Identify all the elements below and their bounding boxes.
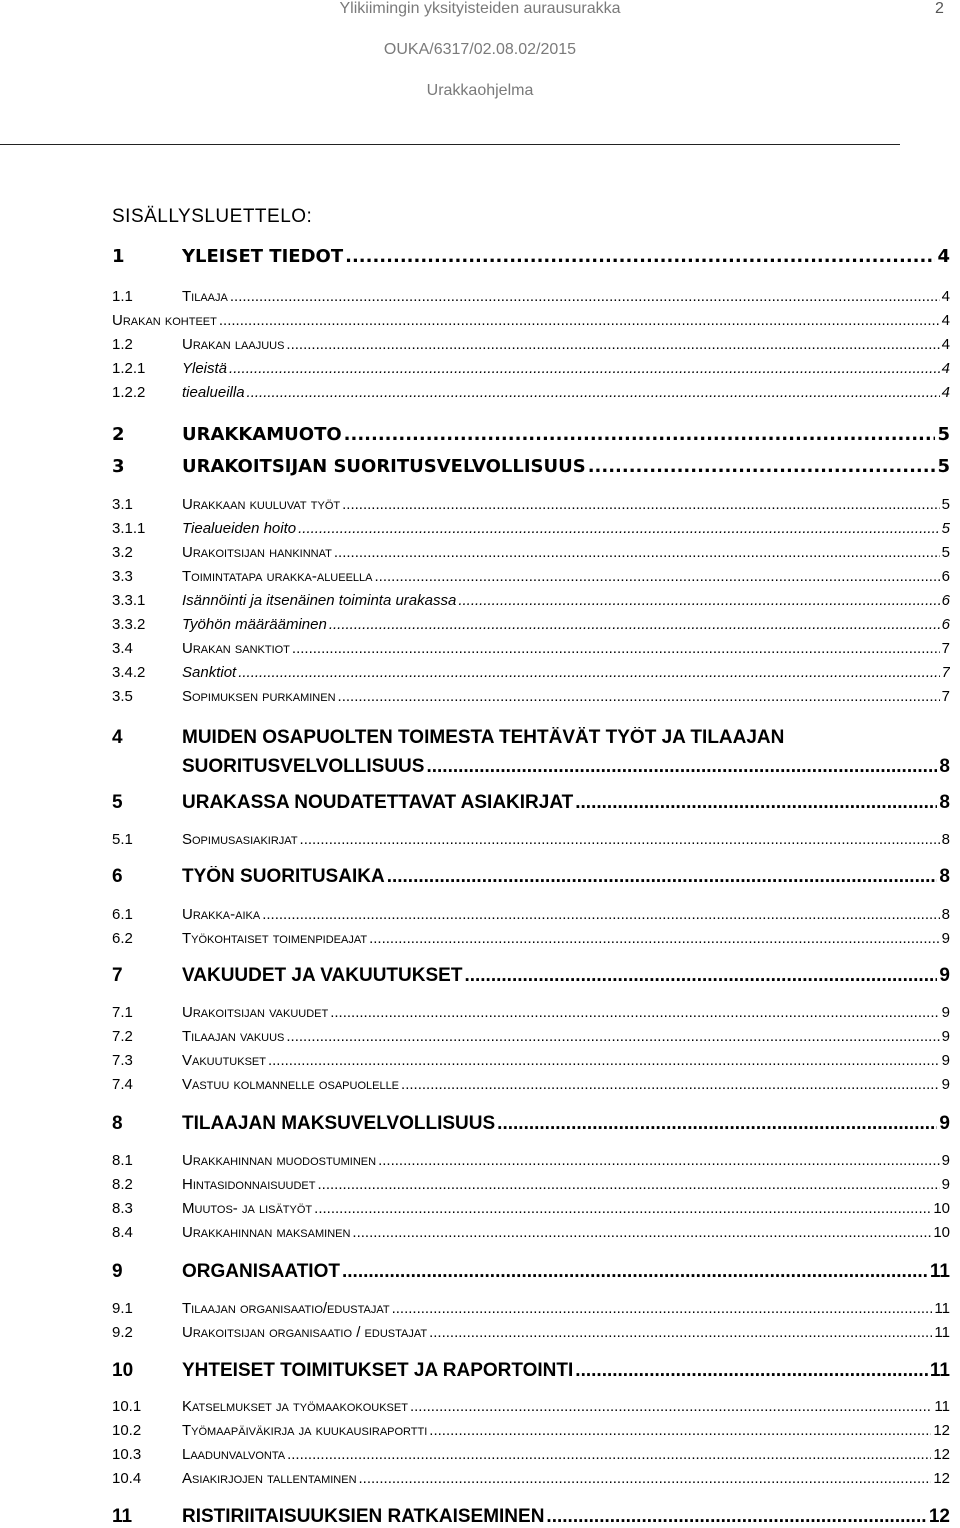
toc-leader (392, 1300, 933, 1317)
toc-entry-page: 7 (941, 688, 950, 705)
toc-entry[interactable] (112, 640, 950, 657)
toc-entry-title-continued: SUORITUSVELVOLLISUUS (182, 756, 425, 777)
toc-leader (429, 1324, 932, 1341)
toc-entry[interactable] (112, 1076, 950, 1093)
toc-entry[interactable] (112, 1470, 950, 1487)
toc-entry-title: Tilaajan organisaatio/edustajat (182, 1300, 390, 1317)
toc-entry-title: Urakkahinnan maksaminen (182, 1224, 351, 1241)
toc-leader (575, 792, 937, 814)
toc-leader (219, 312, 940, 329)
toc-entry-title: MUIDEN OSAPUOLTEN TOIMESTA TEHTÄVÄT TYÖT JA TILAAJAN (182, 727, 785, 748)
toc-entry-number: 7 (112, 965, 123, 986)
toc-entry-number: 8 (112, 1113, 123, 1134)
toc-leader (588, 456, 936, 477)
toc-entry-page: 8 (939, 792, 950, 813)
toc-entry-number: 3.1 (112, 496, 133, 513)
toc-entry[interactable] (112, 930, 950, 947)
toc-entry-title: Tiealueiden hoito (182, 520, 297, 537)
toc-entry-title: Urakka-aika (182, 906, 261, 923)
toc-leader (344, 424, 936, 445)
toc-entry-number: 8.4 (112, 1224, 133, 1241)
toc-entry-number: 3.2 (112, 544, 133, 561)
toc-entry-number: 11 (112, 1506, 133, 1527)
toc-leader (300, 831, 940, 848)
toc-entry[interactable] (112, 756, 950, 778)
toc-entry[interactable] (112, 1261, 950, 1283)
toc-entry-title: Urakan laajuus (182, 336, 285, 353)
toc-entry[interactable] (112, 456, 950, 477)
toc-entry[interactable] (112, 1360, 950, 1382)
toc-entry-number: 8.3 (112, 1200, 133, 1217)
toc-leader (330, 1004, 939, 1021)
toc-entry-number: 10.3 (112, 1446, 142, 1463)
toc-entry-page: 8 (941, 906, 950, 923)
toc-entry-page: 4 (941, 360, 950, 377)
toc-leader (401, 1076, 940, 1093)
toc-entry[interactable] (112, 1113, 950, 1135)
toc-leader (230, 288, 940, 305)
toc-leader (497, 1113, 937, 1135)
toc-entry[interactable] (112, 1152, 950, 1169)
toc-entry-page: 5 (941, 496, 950, 513)
toc-leader (464, 965, 937, 987)
toc-leader (359, 1470, 932, 1487)
toc-entry-number: 3.4.2 (112, 664, 146, 681)
toc-leader (268, 1052, 940, 1069)
toc-entry-title: Isännöinti ja itsenäinen toiminta urakassa (182, 592, 457, 609)
toc-leader (342, 1261, 928, 1283)
toc-entry-page: 5 (941, 520, 950, 537)
toc-entry-page: 6 (941, 616, 950, 633)
toc-entry-number: 10.2 (112, 1422, 142, 1439)
toc-entry[interactable] (112, 1446, 950, 1463)
toc-entry-title: URAKOITSIJAN SUORITUSVELVOLLISUUS (182, 456, 586, 477)
toc-entry[interactable] (112, 1300, 950, 1317)
toc-entry[interactable] (112, 424, 950, 445)
toc-entry-title: Laadunvalvonta (182, 1446, 286, 1463)
toc-entry-title: Urakoitsijan hankinnat (182, 544, 332, 561)
toc-leader (345, 246, 935, 267)
toc-leader (329, 616, 940, 633)
header-title: Ylikiimingin yksityisteiden aurausurakka (339, 0, 621, 17)
toc-entry-title: Urakoitsijan vakuudet (182, 1004, 329, 1021)
toc-entry-page: 11 (934, 1300, 950, 1317)
toc-entry[interactable] (112, 688, 950, 705)
toc-entry-title: Hintasidonnaisuudet (182, 1176, 316, 1193)
toc-entry-page: 8 (939, 756, 950, 777)
toc-entry-page: 11 (934, 1398, 950, 1415)
toc-entry[interactable] (112, 520, 950, 537)
toc-entry-title: URAKASSA NOUDATETTAVAT ASIAKIRJAT (182, 792, 574, 813)
toc-entry[interactable] (112, 792, 950, 814)
toc-leader (338, 688, 940, 705)
toc-entry-page: 4 (941, 288, 950, 305)
toc-entry-title: Työkohtaiset toimenpideajat (182, 930, 368, 947)
toc-entry-number: 5.1 (112, 831, 133, 848)
toc-leader (286, 336, 939, 353)
toc-entry-number: 6.2 (112, 930, 133, 947)
toc-entry-page: 9 (941, 930, 950, 947)
toc-entry-page: 9 (941, 1028, 950, 1045)
toc-entry-number: 3.4 (112, 640, 133, 657)
toc-entry[interactable] (112, 1224, 950, 1241)
toc-entry-page: 10 (933, 1224, 950, 1241)
toc-entry-title: Tilaaja (182, 288, 228, 305)
toc-leader (334, 544, 940, 561)
toc-entry-page: 4 (937, 246, 950, 267)
toc-entry-title: URAKKAMUOTO (182, 424, 342, 445)
toc-heading: SISÄLLYSLUETTELO: (112, 206, 313, 227)
toc-leader (458, 592, 939, 609)
toc-entry-page: 9 (941, 1176, 950, 1193)
toc-leader (410, 1398, 932, 1415)
toc-entry[interactable] (112, 1324, 950, 1341)
toc-entry-page: 9 (941, 1076, 950, 1093)
toc-entry-number: 7.3 (112, 1052, 133, 1069)
toc-entry-page: 9 (939, 1113, 950, 1134)
toc-entry-title: Vakuutukset (182, 1052, 266, 1069)
toc-leader (352, 1224, 931, 1241)
toc-entry-page: 9 (941, 1004, 950, 1021)
toc-entry-title: Urakkaan kuuluvat työt (182, 496, 341, 513)
page-number: 2 (935, 0, 944, 17)
toc-entry-number: 1 (112, 246, 125, 267)
toc-entry-number: 1.1 (112, 288, 133, 305)
toc-entry-page: 5 (937, 456, 950, 477)
toc-entry-number: 3.3.1 (112, 592, 146, 609)
toc-entry-title: Urakan sanktiot (182, 640, 290, 657)
toc-leader (378, 1152, 940, 1169)
toc-leader (429, 1422, 931, 1439)
toc-entry-number: 2 (112, 424, 125, 445)
toc-entry-title: Urakkahinnan muodostuminen (182, 1152, 377, 1169)
toc-entry-number: 6.1 (112, 906, 133, 923)
toc-entry-page: 8 (939, 866, 950, 887)
toc-entry-page: 11 (929, 1360, 950, 1381)
toc-entry-number: 5 (112, 792, 123, 813)
toc-entry-page: 5 (937, 424, 950, 445)
toc-entry-page: 9 (941, 1052, 950, 1069)
toc-leader (546, 1506, 926, 1528)
toc-entry-page: 8 (941, 831, 950, 848)
toc-entry[interactable] (112, 336, 950, 353)
toc-entry-title: Urakan kohteet (112, 312, 217, 329)
toc-entry[interactable] (112, 1176, 950, 1193)
toc-entry-page: 12 (933, 1470, 950, 1487)
toc-entry-title: Vastuu kolmannelle osapuolelle (182, 1076, 400, 1093)
toc-entry-first-line[interactable] (112, 727, 950, 749)
toc-entry-number: 4 (112, 727, 123, 748)
toc-entry-page: 4 (941, 312, 950, 329)
toc-leader (286, 1028, 939, 1045)
toc-entry-page: 4 (941, 336, 950, 353)
toc-entry-title: Urakoitsijan organisaatio / edustajat (182, 1324, 428, 1341)
toc-entry-page: 11 (929, 1261, 950, 1282)
toc-leader (387, 866, 938, 888)
toc-entry-number: 1.2.2 (112, 384, 146, 401)
toc-entry-title: Muutos- ja lisätyöt (182, 1200, 313, 1217)
toc-entry-number: 6 (112, 866, 123, 887)
toc-entry-number: 8.1 (112, 1152, 133, 1169)
toc-leader (314, 1200, 931, 1217)
toc-entry-page: 7 (941, 640, 950, 657)
toc-leader (375, 568, 940, 585)
toc-entry[interactable] (112, 1422, 950, 1439)
toc-entry[interactable] (112, 1200, 950, 1217)
toc-entry-number: 3.5 (112, 688, 133, 705)
toc-entry-page: 12 (933, 1446, 950, 1463)
toc-entry[interactable] (112, 1506, 950, 1528)
toc-leader (426, 756, 937, 778)
header-divider (0, 144, 900, 145)
toc-entry[interactable] (112, 906, 950, 923)
toc-entry-page: 6 (941, 568, 950, 585)
toc-entry-page: 12 (928, 1506, 950, 1527)
toc-leader (369, 930, 940, 947)
toc-entry-page: 5 (941, 544, 950, 561)
toc-entry-title: YHTEISET TOIMITUKSET JA RAPORTOINTI (182, 1360, 574, 1381)
toc-entry-title: Katselmukset ja työmaakokoukset (182, 1398, 408, 1415)
toc-entry-page: 10 (933, 1200, 950, 1217)
toc-entry-number: 9.2 (112, 1324, 133, 1341)
toc-entry-page: 11 (934, 1324, 950, 1341)
toc-entry[interactable] (112, 664, 950, 681)
toc-entry[interactable] (112, 496, 950, 513)
toc-entry-page: 6 (941, 592, 950, 609)
toc-entry-title: YLEISET TIEDOT (182, 246, 344, 267)
toc-leader (342, 496, 940, 513)
toc-entry-title: tiealueilla (182, 384, 245, 401)
toc-entry-number: 7.2 (112, 1028, 133, 1045)
toc-entry-page: 4 (941, 384, 950, 401)
toc-entry-number: 9.1 (112, 1300, 133, 1317)
toc-entry-title: Tilaajan vakuus (182, 1028, 285, 1045)
toc-entry[interactable] (112, 544, 950, 561)
toc-entry-number: 7.4 (112, 1076, 133, 1093)
toc-entry[interactable] (112, 592, 950, 609)
toc-entry-title: TILAAJAN MAKSUVELVOLLISUUS (182, 1113, 496, 1134)
toc-entry-number: 7.1 (112, 1004, 133, 1021)
toc-leader (292, 640, 940, 657)
toc-entry-number: 3.3.2 (112, 616, 146, 633)
toc-entry-number: 10.4 (112, 1470, 142, 1487)
toc-entry[interactable] (112, 360, 950, 377)
toc-entry-title: TYÖN SUORITUSAIKA (182, 866, 385, 887)
toc-entry[interactable] (112, 288, 950, 305)
toc-entry-number: 3 (112, 456, 125, 477)
toc-entry-title: ORGANISAATIOT (182, 1261, 340, 1282)
toc-entry[interactable] (112, 965, 950, 987)
toc-entry-title: Sanktiot (182, 664, 237, 681)
toc-leader (317, 1176, 939, 1193)
toc-entry[interactable] (112, 384, 950, 401)
toc-entry[interactable] (112, 616, 950, 633)
toc-entry-number: 1.2.1 (112, 360, 146, 377)
toc-leader (238, 664, 939, 681)
toc-entry-title: Toimintatapa urakka-alueella (182, 568, 373, 585)
toc-entry-title: Työmaapäiväkirja ja kuukausiraportti (182, 1422, 428, 1439)
toc-entry-title: VAKUUDET JA VAKUUTUKSET (182, 965, 463, 986)
toc-entry-title: Sopimuksen purkaminen (182, 688, 336, 705)
toc-entry[interactable] (112, 1028, 950, 1045)
toc-entry-number: 1.2 (112, 336, 133, 353)
toc-entry[interactable] (112, 246, 950, 267)
toc-leader (298, 520, 940, 537)
toc-entry-number: 10 (112, 1360, 134, 1381)
toc-entry-number: 3.1.1 (112, 520, 146, 537)
toc-entry[interactable] (112, 831, 950, 848)
document-subtitle: Urakkaohjelma (426, 82, 534, 99)
toc-entry[interactable] (112, 568, 950, 585)
toc-leader (247, 384, 940, 401)
toc-entry-number: 3.3 (112, 568, 133, 585)
toc-entry-page: 9 (941, 1152, 950, 1169)
toc-entry-number: 8.2 (112, 1176, 133, 1193)
toc-entry[interactable] (112, 866, 950, 888)
toc-entry-number: 10.1 (112, 1398, 142, 1415)
toc-entry[interactable] (112, 1398, 950, 1415)
document-code: OUKA/6317/02.08.02/2015 (383, 41, 577, 58)
toc-entry-title: Asiakirjojen tallentaminen (182, 1470, 357, 1487)
toc-leader (287, 1446, 931, 1463)
toc-entry-page: 12 (933, 1422, 950, 1439)
toc-entry-page: 9 (939, 965, 950, 986)
toc-entry-title: RISTIRIITAISUUKSIEN RATKAISEMINEN (182, 1506, 545, 1527)
toc-entry-number: 9 (112, 1261, 123, 1282)
toc-leader (229, 360, 940, 377)
toc-entry[interactable] (112, 1004, 950, 1021)
toc-entry[interactable] (112, 312, 950, 329)
toc-leader (262, 906, 939, 923)
toc-entry-title: Sopimusasiakirjat (182, 831, 298, 848)
toc-leader (575, 1360, 928, 1382)
toc-entry-title: Yleistä (182, 360, 228, 377)
toc-entry-page: 7 (941, 664, 950, 681)
toc-entry-title: Työhön määrääminen (182, 616, 327, 633)
toc-entry[interactable] (112, 1052, 950, 1069)
